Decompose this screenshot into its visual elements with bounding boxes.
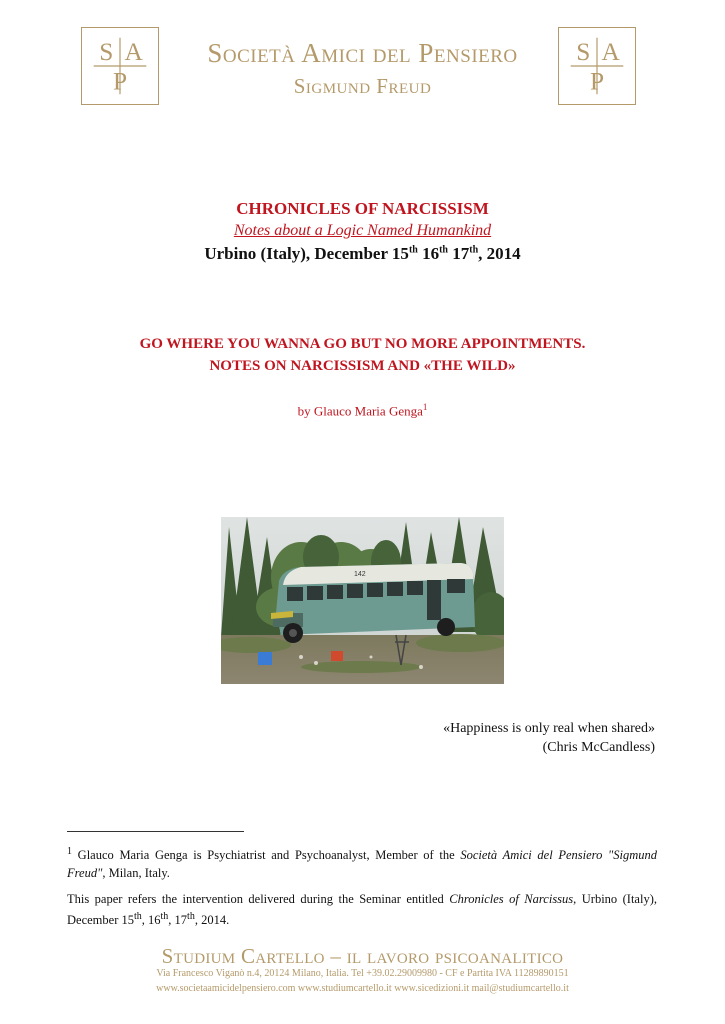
footnote-text: , 2014. bbox=[194, 913, 230, 928]
logo-letter-a: A bbox=[601, 38, 620, 67]
footnote-text: This paper refers the intervention delivered during the Seminar entitled bbox=[67, 892, 450, 906]
footnote-text: , Milan, Italy. bbox=[102, 866, 170, 881]
ordinal-suffix: th bbox=[469, 244, 479, 256]
byline-text: by Glauco Maria Genga bbox=[297, 403, 423, 419]
footnote-text: , 16 bbox=[141, 913, 161, 928]
society-subtitle: Sigmund Freud bbox=[293, 74, 432, 98]
logo-letter-p: P bbox=[112, 67, 128, 96]
date-year: , 2014 bbox=[478, 244, 521, 263]
society-name: Società Amici del Pensiero bbox=[207, 38, 518, 68]
conference-subtitle: Notes about a Logic Named Humankind bbox=[233, 222, 492, 239]
footer-address: Via Francesco Viganò n.4, 20124 Milano, Italia. Tel +39.02.29009980 - CF e Partita IVA 11289890151 bbox=[156, 968, 569, 979]
bus-number: 142 bbox=[354, 571, 366, 578]
footnote-separator bbox=[67, 831, 244, 832]
logo-letter-s: S bbox=[576, 38, 591, 67]
footnote-text: , Urbino (Italy), December 15 bbox=[67, 892, 657, 928]
quote-text: «Happiness is only real when shared» bbox=[443, 721, 655, 736]
footnote-mark: 1 bbox=[67, 846, 72, 857]
conference-title: CHRONICLES OF NARCISSISM bbox=[236, 199, 489, 218]
footnote-1 bbox=[67, 843, 657, 882]
ordinal-suffix: th bbox=[160, 911, 169, 922]
paper-title bbox=[0, 333, 725, 377]
ordinal-suffix: th bbox=[439, 244, 448, 256]
footnote-italic: Società Amici del Pensiero "Sigmund Freud" bbox=[67, 848, 657, 881]
ordinal-suffix: th bbox=[133, 911, 142, 922]
footnote-text: Glauco Maria Genga is Psychiatrist and Psychoanalyst, Member of the bbox=[72, 848, 461, 863]
footer-websites: www.societaamicidelpensiero.com www.studiumcartello.it www.sicedizioni.it mail@studiumcartello.it bbox=[156, 983, 569, 994]
ordinal-suffix: th bbox=[187, 911, 195, 922]
logo-letter-a: A bbox=[124, 38, 143, 67]
author-byline bbox=[0, 402, 725, 419]
date-day: 17 bbox=[448, 244, 470, 263]
paper-title-line-2: NOTES ON NARCISSISM AND «THE WILD» bbox=[209, 358, 516, 374]
footnote-2 bbox=[67, 890, 657, 929]
bus-photo-illustration bbox=[221, 517, 504, 684]
paper-title-line-1: GO WHERE YOU WANNA GO BUT NO MORE APPOINTMENTS. bbox=[139, 336, 586, 352]
date-day: 16 bbox=[417, 244, 440, 263]
footnote-text: , 17 bbox=[168, 913, 188, 928]
quote-author: (Chris McCandless) bbox=[542, 740, 655, 755]
epigraph-quote bbox=[443, 719, 655, 757]
logo-letter-s: S bbox=[99, 38, 114, 67]
footnote-ref: 1 bbox=[422, 402, 428, 412]
footer-title: Studium Cartello – il lavoro psicoanalitico bbox=[161, 944, 564, 968]
ordinal-suffix: th bbox=[408, 244, 418, 256]
logo-letter-p: P bbox=[589, 67, 605, 96]
footnote-italic: Chronicles of Narcissus bbox=[449, 892, 574, 906]
conference-place-date bbox=[0, 244, 725, 264]
bus-photo bbox=[221, 517, 504, 684]
place-text: Urbino (Italy), December 15 bbox=[204, 244, 409, 263]
